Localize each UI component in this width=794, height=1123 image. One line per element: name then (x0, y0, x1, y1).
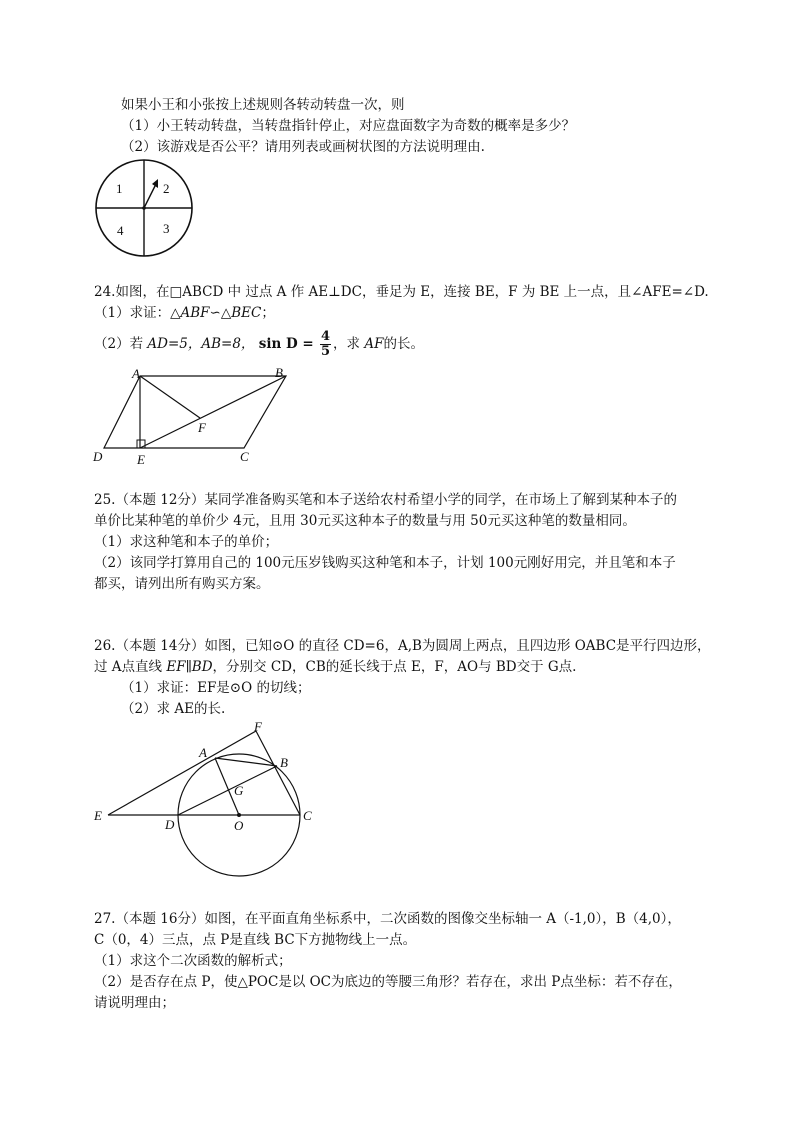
label-G: G (234, 783, 244, 798)
label-A: A (132, 366, 140, 381)
q27-part1: （1）求这个二次函数的解析式； (94, 953, 292, 969)
q26-part2: （2）求 AE的长. (121, 701, 226, 717)
q26-line2: 过 A点直线 EF∥BD，分别交 CD，CB的延长线于点 E，F，AO与 BD交于 G点. (94, 659, 577, 675)
label-B: B (280, 755, 288, 770)
label-O: O (234, 818, 244, 833)
label-E: E (137, 452, 145, 467)
spinner-sector-2: 2 (163, 181, 170, 196)
q23-intro: 如果小王和小张按上述规则各转动转盘一次，则 (121, 97, 405, 113)
q26-line1: 26.（本题 14分）如图，已知⊙O 的直径 CD=6，A,B为圆周上两点，且四边形 OABC是平行四边形， (94, 638, 711, 654)
q24-stem: 24.如图，在□ABCD 中 过点 A 作 AE⊥DC，垂足为 E，连接 BE，F 为 BE 上一点，且∠AFE=∠D. (94, 284, 709, 300)
label-F: F (198, 420, 206, 435)
q23-part2: （2）该游戏是否公平？请用列表或画树状图的方法说明理由. (121, 139, 485, 155)
q25-line1: 25.（本题 12分）某同学准备购买笔和本子送给农村希望小学的同学，在市场上了解到某种本子的 (94, 492, 677, 508)
q25-part2-line1: （2）该同学打算用自己的 100元压岁钱购买这种笔和本子，计划 100元刚好用完，并且笔和本子 (94, 555, 676, 571)
label-C: C (303, 808, 312, 823)
q27-line2: C（0，4）三点，点 P是直线 BC下方抛物线上一点。 (94, 932, 417, 948)
spinner-sector-1: 1 (116, 181, 123, 196)
q27-part2-line2: 请说明理由； (94, 995, 175, 1011)
label-F: F (254, 719, 262, 734)
q27-part2-line1: （2）是否存在点 P，使△POC是以 OC为底边的等腰三角形？若存在，求出 P点坐标：若不存在， (94, 974, 682, 990)
spinner-sector-3: 3 (163, 221, 170, 236)
q25-part1: （1）求这种笔和本子的单价； (94, 534, 279, 550)
spinner-figure (90, 158, 200, 262)
label-D: D (93, 449, 103, 464)
label-D: D (165, 817, 175, 832)
label-B: B (275, 365, 283, 380)
q24-part2: （2）若 AD=5，AB=8， sin D = $\frac{4}{5}$ ，求 AF的长。 (94, 329, 424, 359)
spinner-sector-4: 4 (117, 223, 124, 238)
q24-part1: （1）求证：△ABF∽△BEC； (94, 305, 275, 321)
q25-line2: 单价比某种笔的单价少 4元，且用 30元买这种本子的数量与用 50元买这种笔的数量相同。 (94, 513, 636, 529)
fraction-four-fifths: $\frac{4}{5}$ (321, 329, 331, 359)
label-E: E (94, 808, 102, 823)
q26-part1: （1）求证：EF是⊙O 的切线； (121, 680, 311, 696)
parallelogram-figure (90, 364, 300, 468)
label-C: C (240, 449, 249, 464)
q23-part1: （1）小王转动转盘，当转盘指针停止，对应盘面数字为奇数的概率是多少？ (121, 118, 576, 134)
q25-part2-line2: 都买，请列出所有购买方案。 (94, 576, 270, 592)
label-A: A (199, 745, 207, 760)
circle-tangent-figure (90, 720, 330, 880)
q27-line1: 27.（本题 16分）如图，在平面直角坐标系中，二次函数的图像交坐标轴一 A（-1,0），B（4,0）， (94, 911, 681, 927)
